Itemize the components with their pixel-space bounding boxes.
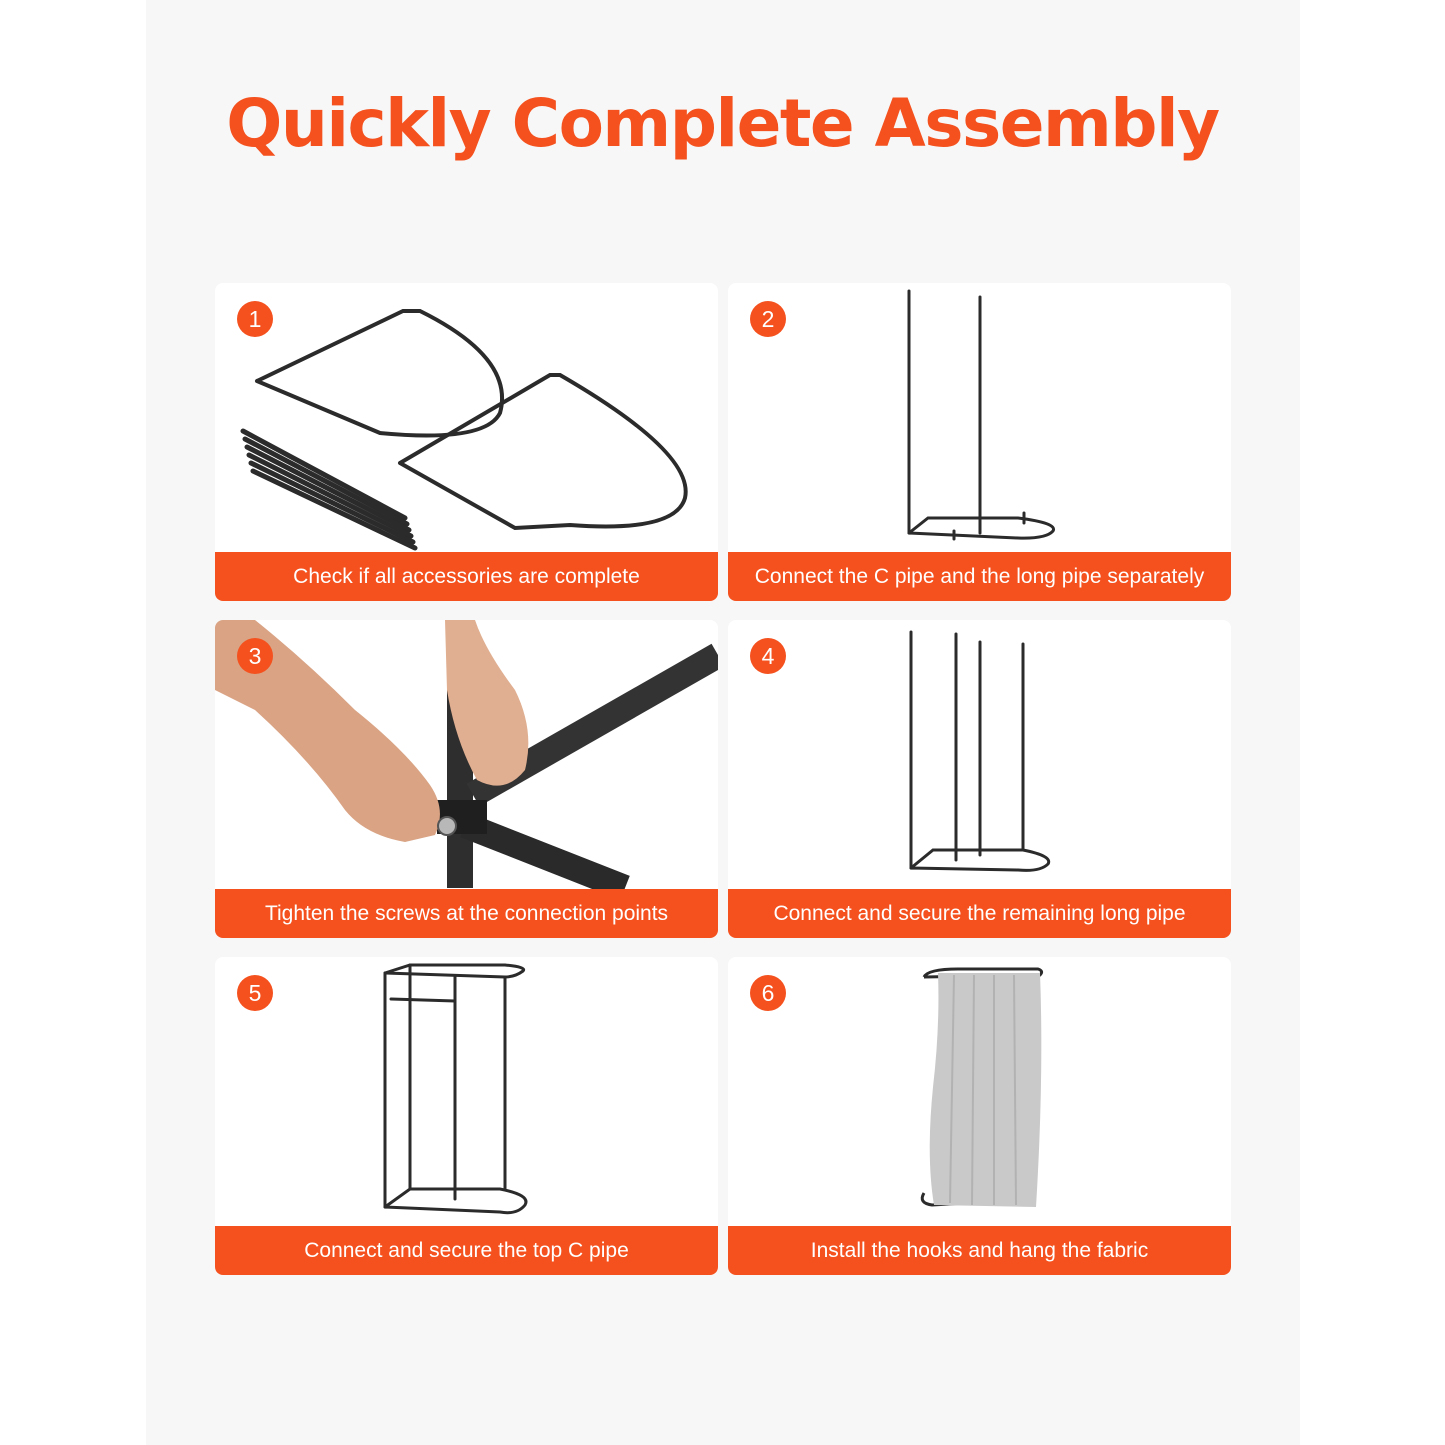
step-number-badge: 6	[750, 975, 786, 1011]
page-title: Quickly Complete Assembly	[226, 85, 1219, 162]
step-number-badge: 2	[750, 301, 786, 337]
step-caption: Check if all accessories are complete	[215, 552, 718, 601]
step-card-6	[728, 957, 1231, 1275]
step-card-1	[215, 283, 718, 601]
step-card-2	[728, 283, 1231, 601]
step-card-5	[215, 957, 718, 1275]
step-caption: Connect and secure the top C pipe	[215, 1226, 718, 1275]
step-card-4	[728, 620, 1231, 938]
step-number-badge: 4	[750, 638, 786, 674]
step-caption: Install the hooks and hang the fabric	[728, 1226, 1231, 1275]
step-caption: Tighten the screws at the connection points	[215, 889, 718, 938]
step-number-badge: 3	[237, 638, 273, 674]
step-caption: Connect and secure the remaining long pipe	[728, 889, 1231, 938]
step-caption: Connect the C pipe and the long pipe separately	[728, 552, 1231, 601]
step-number-badge: 1	[237, 301, 273, 337]
step-card-3	[215, 620, 718, 938]
step-number-badge: 5	[237, 975, 273, 1011]
